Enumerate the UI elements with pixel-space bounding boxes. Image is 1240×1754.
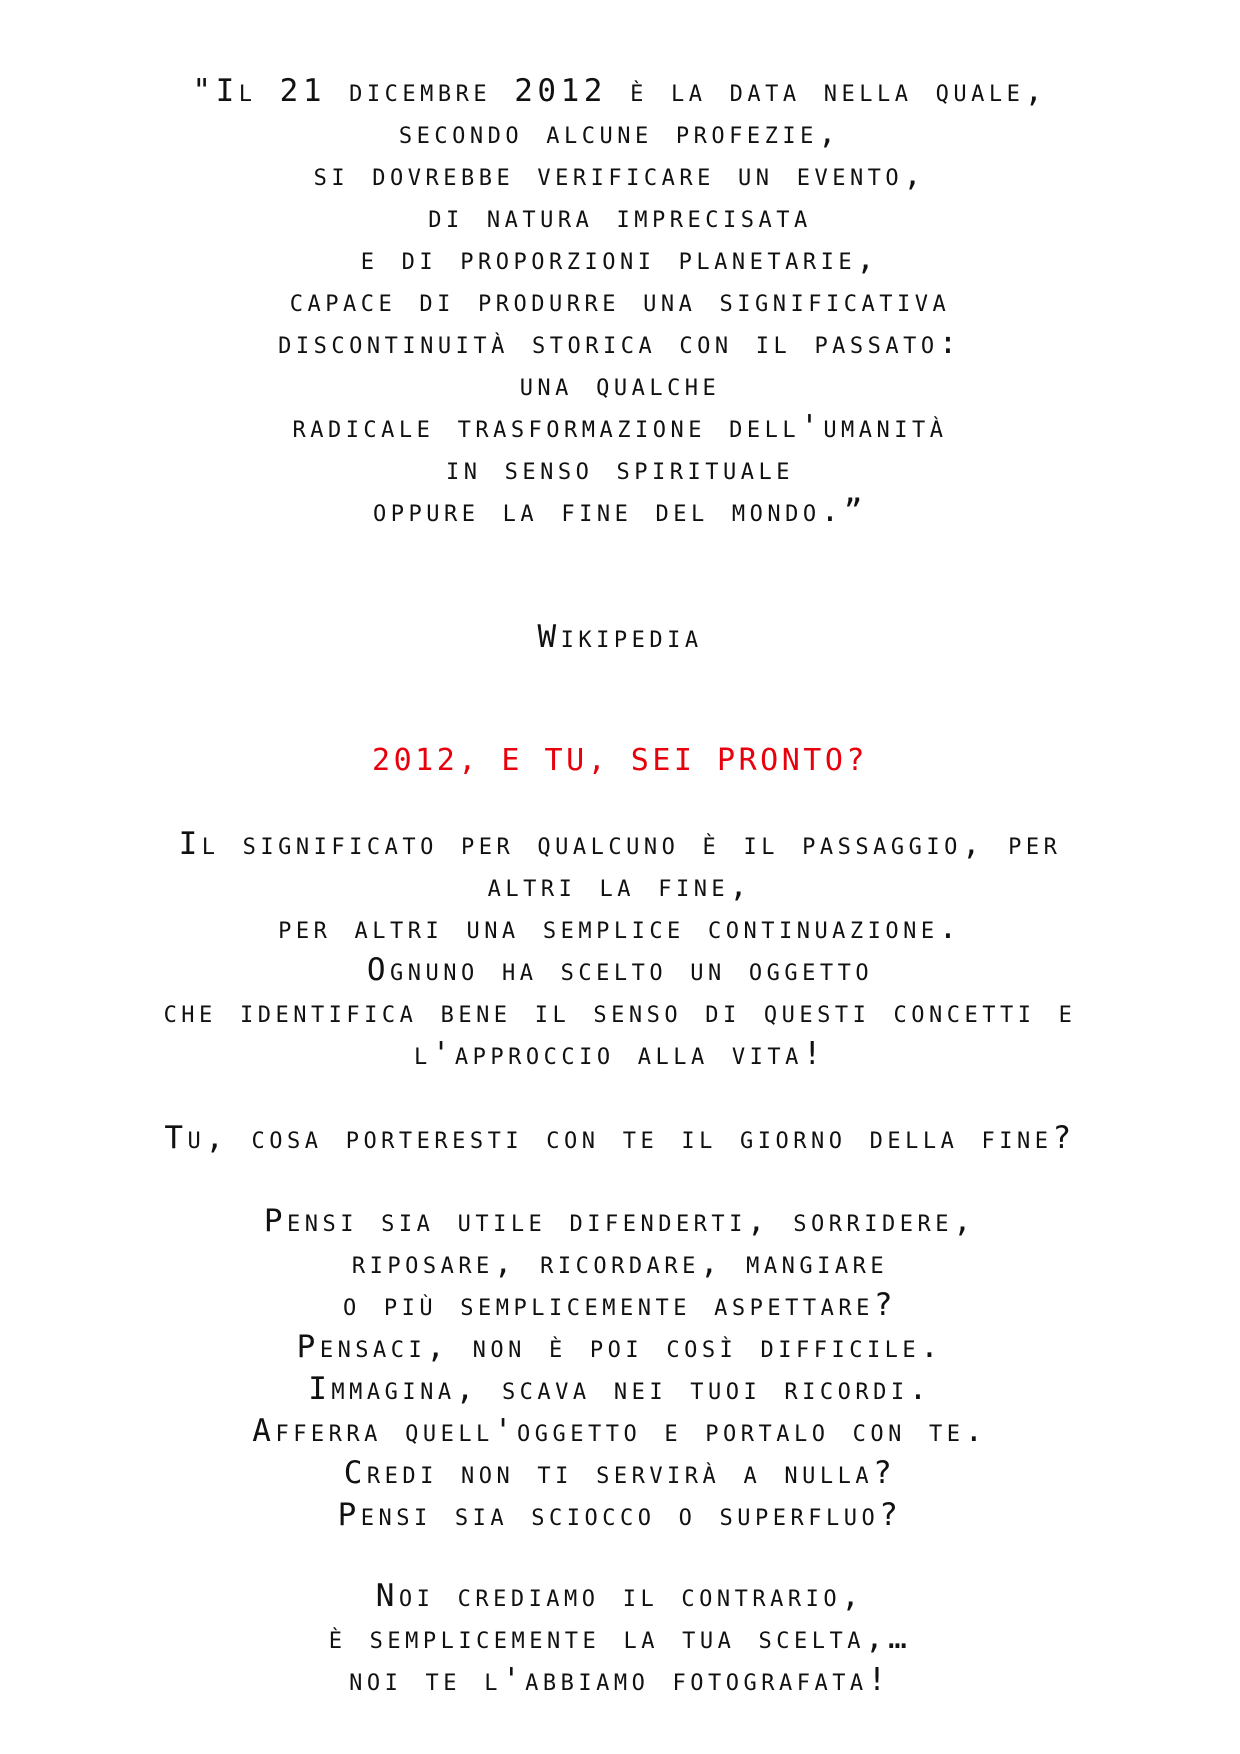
closing-paragraph	[0, 1575, 1240, 1701]
quote-line: radicale trasformazione dell'umanità	[292, 409, 948, 445]
quote-line: di natura imprecisata	[428, 199, 812, 235]
body-line: riposare, ricordare, mangiare	[351, 1245, 889, 1281]
headline-text: 2012, E TU, SEI PRONTO?	[372, 743, 868, 778]
quote-block	[0, 70, 1240, 532]
question-paragraph	[0, 1117, 1240, 1159]
intro-line: Il significato per qualcuno è il passaggio, per	[178, 826, 1062, 862]
closing-line: è semplicemente la tua scelta,…	[328, 1620, 912, 1656]
intro-paragraph	[0, 823, 1240, 1075]
quote-source	[0, 616, 1240, 658]
headline	[0, 740, 1240, 782]
body-line: Pensi sia sciocco o superfluo?	[337, 1497, 903, 1533]
quote-line: "Il 21 dicembre 2012 è la data nella quale,	[192, 73, 1048, 109]
quote-line: e di proporzioni planetarie,	[360, 241, 880, 277]
quote-line: una qualche	[519, 367, 721, 403]
body-line: Pensi sia utile difenderti, sorridere,	[263, 1203, 977, 1239]
body-paragraph	[0, 1200, 1240, 1536]
intro-line: l'approccio alla vita!	[413, 1036, 827, 1072]
intro-line: che identifica bene il senso di questi concetti e	[163, 994, 1077, 1030]
quote-line: oppure la fine del mondo.”	[373, 493, 867, 529]
question-text: Tu, cosa porteresti con te il giorno della fine?	[164, 1120, 1076, 1156]
intro-line: Ognuno ha scelto un oggetto	[366, 952, 874, 988]
quote-line: secondo alcune profezie,	[398, 115, 842, 151]
quote-source-text: Wikipedia	[537, 619, 703, 655]
quote-line: discontinuità storica con il passato:	[278, 325, 962, 361]
quote-line: in senso spirituale	[446, 451, 794, 487]
closing-line: Noi crediamo il contrario,	[375, 1578, 865, 1614]
intro-line: altri la fine,	[487, 868, 753, 904]
body-line: Credi non ti servirà a nulla?	[343, 1455, 897, 1491]
body-line: o più semplicemente aspettare?	[342, 1287, 898, 1323]
closing-line: noi te l'abbiamo fotografata!	[349, 1662, 891, 1698]
intro-line: per altri una semplice continuazione.	[278, 910, 962, 946]
body-line: Pensaci, non è poi così difficile.	[296, 1329, 944, 1365]
quote-line: si dovrebbe verificare un evento,	[313, 157, 927, 193]
body-line: Immagina, scava nei tuoi ricordi.	[308, 1371, 932, 1407]
body-line: Afferra quell'oggetto e portalo con te.	[252, 1413, 988, 1449]
quote-line: capace di produrre una significativa	[289, 283, 951, 319]
